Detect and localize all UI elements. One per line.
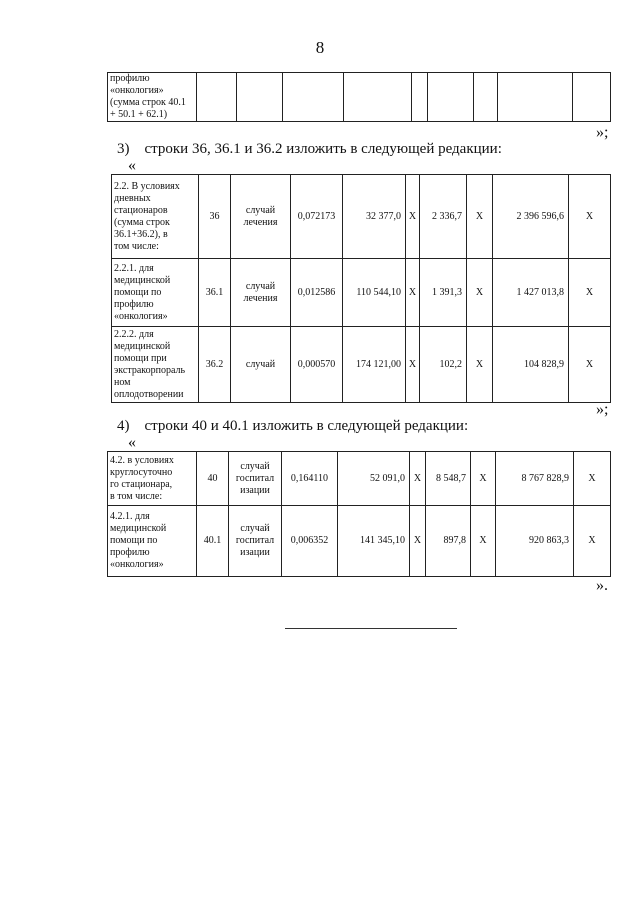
table-rows-36 [111, 174, 611, 403]
table-row: 2.2.2. для медицинской помощи при экстракорпораль ном оплодотворении 36.2 случай 0,000570 174 121,00 Х 102,2 Х 104 828,9 Х [112, 327, 611, 403]
section-heading-3: 3) строки 36, 36.1 и 36.2 изложить в следующей редакции: [117, 141, 502, 157]
signature-divider [285, 628, 457, 629]
closing-quote-1: »; [596, 124, 609, 141]
section-heading-4: 4) строки 40 и 40.1 изложить в следующей редакции: [117, 418, 469, 434]
opening-quote-3: « [128, 157, 136, 174]
top-continuation-table [107, 72, 611, 122]
table-rows-40 [107, 451, 611, 577]
closing-quote-2: »; [596, 401, 609, 418]
opening-quote-4: « [128, 434, 136, 451]
page-number: 8 [315, 38, 325, 57]
table-row: 4.2. в условиях круглосуточно го стационара, в том числе: 40 случай госпитал изации 0,164110 52 091,0 Х 8 548,7 Х 8 767 828,9 Х [108, 452, 611, 506]
table-row: 4.2.1. для медицинской помощи по профилю «онкология» 40.1 случай госпитал изации 0,006352 141 345,10 Х 897,8 Х 920 863,3 Х [108, 506, 611, 577]
row-label: профилю «онкология» (сумма строк 40.1 + 50.1 + 62.1) [108, 73, 197, 122]
table-row: 2.2.1. для медицинской помощи по профилю «онкология» 36.1 случай лечения 0,012586 110 544,10 Х 1 391,3 Х 1 427 013,8 Х [112, 259, 611, 327]
table-row: 2.2. В условиях дневных стационаров (сумма строк 36.1+36.2), в том числе: 36 случай лечения 0,072173 32 377,0 Х 2 336,7 Х 2 396 596,6 Х [112, 175, 611, 259]
closing-quote-3: ». [596, 577, 608, 594]
